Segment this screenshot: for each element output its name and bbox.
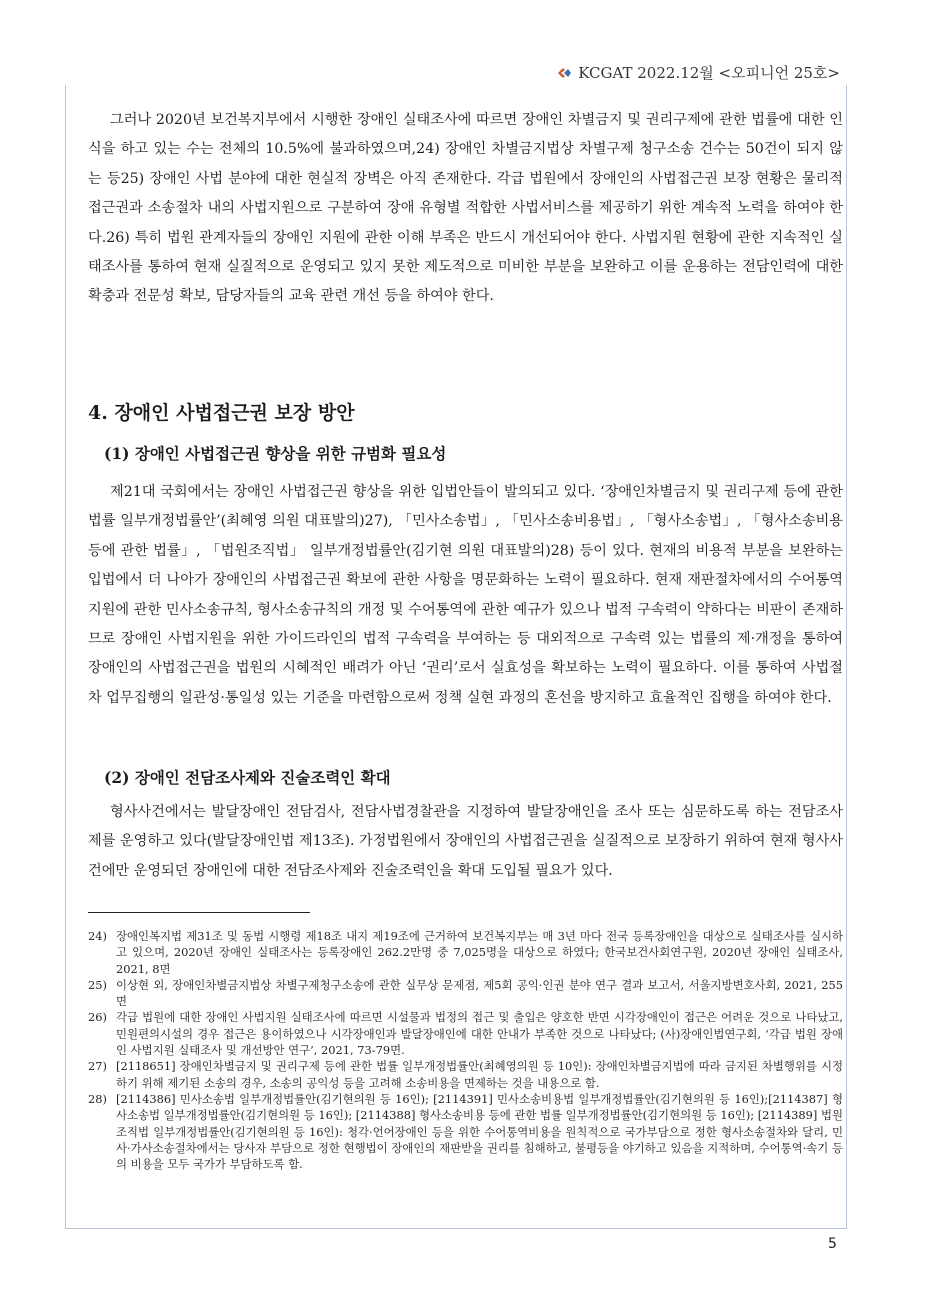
footnote-text: [2118651] 장애인차별금지 및 권리구제 등에 관한 법률 일부개정법률안(최혜영의원 등 10인): 장애인차별금지법에 따라 금지된 차별행위를 시정하기 위해 제기된 소송의 경우, 소송의 공익성 등을 고려해 소송비용을 면제하는 것을 내용으로 함.: [116, 1059, 843, 1090]
kcgat-logo-icon: [556, 67, 572, 79]
footnote-number: 26): [88, 1010, 107, 1025]
subsection-2-paragraph: 형사사건에서는 발달장애인 전담검사, 전담사법경찰관을 지정하여 발달장애인을 조사 또는 심문하도록 하는 전담조사제를 운영하고 있다(발달장애인법 제13조). 가정법원에서 장애인의 사법접근권을 실질적으로 보장하기 위하여 현재 형사사건에만 운영되던 장애인에 대한 전담조사제와 진술조력인을 확대 도입될 필요가 있다.: [88, 804, 843, 879]
footnote-number: 28): [88, 1091, 107, 1106]
footnote-number: 25): [88, 977, 107, 992]
footnote-24: [88, 928, 843, 977]
footnote-number: 27): [88, 1059, 107, 1074]
footnote-number: 24): [88, 929, 107, 943]
footnote-25: [88, 977, 843, 1010]
subsection-1-title: (1) 장애인 사법접근권 향상을 위한 규범화 필요성: [104, 444, 447, 463]
intro-section: [88, 106, 843, 312]
subsection-2: [88, 798, 843, 886]
footnote-divider: [88, 912, 310, 913]
subsection-1: [88, 478, 843, 713]
page-number: 5: [828, 1236, 837, 1252]
subsection-1-paragraph: 제21대 국회에서는 장애인 사법접근권 향상을 위한 입법안들이 발의되고 있다. ‘장애인차별금지 및 권리구제 등에 관한 법률 일부개정법률안’(최혜영 의원 대표발의)27), 「민사소송법」, 「민사소송비용법」, 「형사소송법」, 「형사소송비용 등에 관한 법률」, 「법원조직법」 일부개정법률안(김기현 의원 대표발의)28) 등이 있다. 현재의 비용적 부분을 보완하는 입법에서 더 나아가 장애인의 사법접근권 확보에 관한 사항을 명문화하는 노력이 필요하다. 현재 재판절차에서의 수어통역 지원에 관한 민사소송규칙, 형사소송규칙의 개정 및 수어통역에 관한 예규가 있으나 법적 구속력이 약하다는 비판이 존재하므로 장애인 사법지원을 위한 가이드라인의 법적 구속력을 부여하는 등 대외적으로 구속력 있는 법률의 제·개정을 통하여 장애인의 사법접근권을 법원의 시혜적인 배려가 아닌 ‘권리’로서 실효성을 확보하는 노력이 필요하다. 이를 통하여 사법절차 업무집행의 일관성·통일성 있는 기준을 마련함으로써 정책 실현 과정의 혼선을 방지하고 효율적인 집행을 하여야 한다.: [88, 484, 843, 706]
footnote-text: 각급 법원에 대한 장애인 사법지원 실태조사에 따르면 시설물과 법정의 접근 및 출입은 양호한 반면 시각장애인이 접근은 어려운 것으로 나타났고, 민원편의시설의 경우 접근은 용이하였으나 시각장애인과 발달장애인에 대한 안내가 부족한 것으로 나타났다; (사)장애인법연구회, ‘각급 법원 장애인 사법지원 실태조사 및 개선방안 연구’, 2021, 73-79면.: [116, 1010, 843, 1058]
page-header: [556, 62, 840, 83]
section-title: 4. 장애인 사법접근권 보장 방안: [88, 402, 355, 424]
footnote-27: [88, 1058, 843, 1091]
footnotes: [88, 928, 843, 1172]
footnote-26: [88, 1009, 843, 1058]
footnote-28: [88, 1091, 843, 1172]
subsection-2-title: (2) 장애인 전담조사제와 진술조력인 확대: [104, 768, 391, 787]
header-title: KCGAT 2022.12월 <오피니언 25호>: [578, 64, 840, 82]
footnote-text: [2114386] 민사소송법 일부개정법률안(김기현의원 등 16인); [2114391] 민사소송비용법 일부개정법률안(김기현의원 등 16인);[2114387] 형사소송법 일부개정법률안(김기현의원 등 16인); [2114388] 형사소송비용 등에 관한 법률 일부개정법률안(김기현의원 등 16인); [2114389] 법원조직법 일부개정법률안(김기현의원 등 16인): 청각·언어장애인 등을 위한 수어통역비용을 원칙적으로 국가부담으로 정한 형사소송절차와 달리, 민사·가사소송절차에서는 당사자 부담으로 정한 현행법이 장애인의 재판받을 권리를 침해하고, 불평등을 야기하고 있음을 지적하며, 수어통역·속기 등의 비용을 모두 국가가 부담하도록 함.: [116, 1091, 843, 1172]
footnote-text: 이상현 외, 장애인차별금지법상 차별구제청구소송에 관한 실무상 문제점, 제5회 공익·인권 분야 연구 결과 보고서, 서울지방변호사회, 2021, 255면: [116, 977, 843, 1009]
footnote-text: 장애인복지법 제31조 및 동법 시행령 제18조 내지 제19조에 근거하여 보건복지부는 매 3년 마다 전국 등록장애인을 대상으로 실태조사를 실시하고 있으며, 2020년 장애인 실태조사는 등록장애인 262.2만명 중 7,025명을 대상으로 하였다; 한국보건사회연구원, 2020년 장애인 실태조사, 2021, 8면: [116, 929, 843, 976]
intro-paragraph: 그러나 2020년 보건복지부에서 시행한 장애인 실태조사에 따르면 장애인 차별금지 및 권리구제에 관한 법률에 대한 인식을 하고 있는 수는 전체의 10.5%에 불과하였으며,24) 장애인 차별금지법상 차별구제 청구소송 건수는 50건이 되지 않는 등25) 장애인 사법 분야에 대한 현실적 장벽은 아직 존재한다. 각급 법원에서 장애인의 사법접근권 보장 현황은 물리적 접근권과 소송절차 내의 사법지원으로 구분하여 장애 유형별 적합한 사법서비스를 제공하기 위한 계속적 노력을 하여야 한다.26) 특히 법원 관계자들의 장애인 지원에 관한 이해 부족은 반드시 개선되어야 한다. 사법지원 현황에 관한 지속적인 실태조사를 통하여 현재 실질적으로 운영되고 있지 못한 제도적으로 미비한 부분을 보완하고 이를 운용하는 전담인력에 대한 확충과 전문성 확보, 담당자들의 교육 관련 개선 등을 하여야 한다.: [88, 112, 843, 305]
